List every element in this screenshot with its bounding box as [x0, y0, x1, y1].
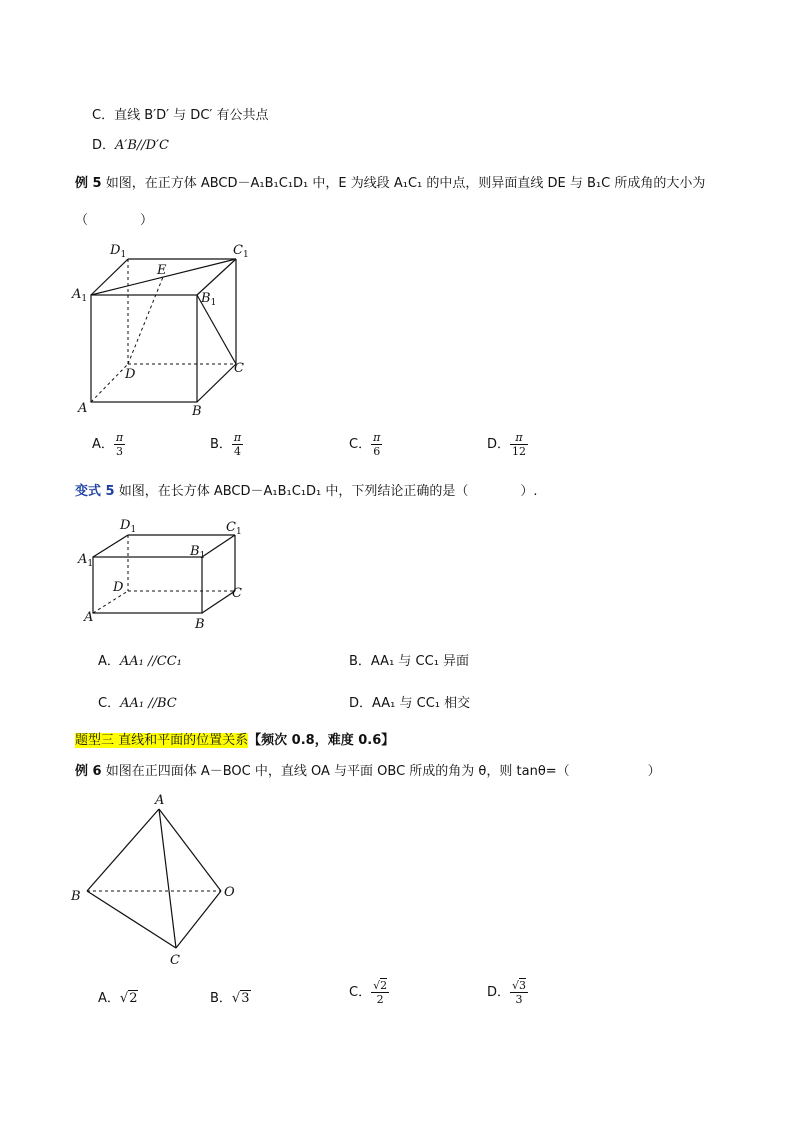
label-b1: $B_1$: [201, 291, 217, 308]
example5-question: [75, 172, 705, 191]
option-c: C．AA₁ //BC: [98, 696, 177, 711]
question-text: 如图，在长方体 ABCD－A₁B₁C₁D₁ 中，下列结论正确的是（ ）.: [118, 484, 538, 499]
label-d: D: [125, 367, 136, 382]
edge-ao: [159, 809, 221, 891]
edge-bc: [202, 591, 235, 613]
label-c: C: [170, 953, 180, 968]
label-b1: $B_1$: [190, 544, 206, 561]
label-c: C: [232, 586, 242, 601]
edge-bc: [87, 891, 176, 948]
label-a1: $A_1$: [72, 287, 88, 304]
tetrahedron-figure: [66, 790, 256, 970]
section-title: 题型三 直线和平面的位置关系: [75, 733, 249, 748]
cuboid-figure: [74, 515, 254, 635]
option-d: D． $\frac{√3}{3}$: [487, 979, 527, 1006]
edge-ad-hidden: [91, 364, 128, 402]
edge-a1d1: [91, 259, 128, 295]
cuboid-front-face: [93, 557, 202, 613]
option-a: A．AA₁ //CC₁: [98, 654, 182, 669]
label-b: B: [192, 404, 202, 419]
option-d: D． $\frac{\pi}{12}$: [487, 431, 527, 458]
option-label: C．: [92, 108, 115, 123]
label-a: A: [84, 610, 94, 625]
label-a1: $A_1$: [78, 552, 94, 569]
edge-oc: [176, 891, 221, 948]
label-c1: $C_1$: [226, 520, 242, 537]
label-a: A: [155, 793, 165, 808]
label-d1: $D_1$: [110, 243, 127, 260]
label-d: D: [113, 580, 124, 595]
section-meta: 【频次 0.8，难度 0.6】: [248, 733, 395, 748]
label-o: O: [224, 885, 235, 900]
example5-blank: （ ）: [75, 213, 154, 228]
question-text: 如图，在正方体 ABCD－A₁B₁C₁D₁ 中，E 为线段 A₁C₁ 的中点，则异面直线 DE 与 B₁C 所成角的大小为: [105, 176, 706, 191]
variant-tag: 变式 5: [75, 484, 115, 499]
edge-ab: [87, 809, 159, 891]
option-b: B．AA₁ 与 CC₁ 异面: [349, 654, 470, 669]
label-e: E: [157, 263, 167, 278]
segment-de-hidden: [128, 277, 163, 364]
option-a: A．√2: [98, 991, 138, 1006]
label-a: A: [78, 401, 88, 416]
option-text: 直线 B′D′ 与 DC′ 有公共点: [114, 108, 269, 123]
label-d1: $D_1$: [120, 518, 137, 535]
option-c: C． $\frac{√2}{2}$: [349, 979, 388, 1006]
cube-figure: [70, 238, 260, 423]
label-b: B: [195, 617, 205, 632]
edge-a1d1: [93, 535, 128, 557]
option-text: A′B//D′C: [115, 138, 169, 153]
section-heading: [75, 729, 394, 748]
label-c: C: [234, 361, 244, 376]
option-label: D．: [92, 138, 116, 153]
cube-front-face: [91, 295, 197, 402]
example-tag: 例 6: [75, 764, 102, 779]
edge-ac: [159, 809, 176, 948]
variant5-question: [75, 480, 538, 499]
option-b: B． $\frac{\pi}{4}$: [210, 431, 242, 458]
example6-question: [75, 760, 661, 779]
option-c-prev: [92, 104, 268, 123]
edge-b1c1: [202, 535, 235, 557]
option-c: C． $\frac{\pi}{6}$: [349, 431, 381, 458]
label-b: B: [71, 889, 81, 904]
example-tag: 例 5: [75, 176, 102, 191]
question-text: 如图在正四面体 A－BOC 中，直线 OA 与平面 OBC 所成的角为 θ，则 tanθ=（ ）: [105, 764, 661, 779]
option-d: D．AA₁ 与 CC₁ 相交: [349, 696, 471, 711]
label-c1: $C_1$: [233, 243, 249, 260]
option-b: B．√3: [210, 991, 250, 1006]
option-a: A． $\frac{\pi}{3}$: [92, 431, 124, 458]
edge-bc: [197, 364, 236, 402]
option-d-prev: [92, 134, 169, 153]
